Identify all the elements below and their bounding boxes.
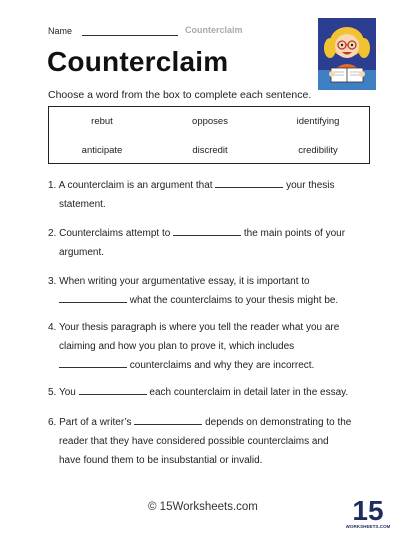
cartoon-girl-reading-illustration xyxy=(318,18,376,90)
word-bank-item: opposes xyxy=(192,116,228,127)
question-text: reader that they have considered possible counterclaims and xyxy=(59,436,329,447)
question-text: Your thesis paragraph is where you tell the reader what you are xyxy=(58,322,340,333)
word-box xyxy=(48,106,370,164)
answer-blank[interactable] xyxy=(134,414,202,425)
question-text: When writing your argumentative essay, it is important to xyxy=(59,276,310,287)
question-number: 4. xyxy=(48,322,57,333)
question-text: counterclaims and why they are incorrect. xyxy=(129,360,315,371)
logo-number: 15 xyxy=(352,495,384,526)
question-text: Part of a writer’s xyxy=(59,417,132,428)
question-text: depends on demonstrating to the xyxy=(205,417,352,428)
question-text: statement. xyxy=(59,199,106,210)
question-text: the main points of your xyxy=(243,228,346,239)
word-bank-item: anticipate xyxy=(81,145,123,156)
logo-text: WORKSHEETS.COM xyxy=(346,524,390,529)
footer-credit: © 15Worksheets.com xyxy=(148,501,258,513)
question-6 xyxy=(48,413,378,470)
answer-blank[interactable] xyxy=(215,177,283,188)
question-number: 1. xyxy=(48,180,57,191)
answer-blank[interactable] xyxy=(79,384,147,395)
question-text: You xyxy=(58,387,76,398)
word-bank-item: rebut xyxy=(91,116,113,127)
word-bank-item: identifying xyxy=(296,116,340,127)
question-number: 3. xyxy=(48,276,57,287)
question-1 xyxy=(48,176,378,214)
question-number: 6. xyxy=(48,417,57,428)
question-text: what the counterclaims to your thesis might be. xyxy=(129,295,339,306)
page-title: Counterclaim xyxy=(47,46,229,77)
answer-blank[interactable] xyxy=(59,357,127,368)
question-text: A counterclaim is an argument that xyxy=(58,180,213,191)
question-number: 2. xyxy=(48,228,57,239)
question-text: each counterclaim in detail later in the essay. xyxy=(149,387,349,398)
question-text: your thesis xyxy=(286,180,335,191)
question-3 xyxy=(48,272,378,310)
question-text: Counterclaims attempt to xyxy=(59,228,171,239)
question-4 xyxy=(48,318,378,375)
topic-label: Counterclaim xyxy=(185,25,243,35)
word-bank-item: credibility xyxy=(298,145,338,156)
answer-blank[interactable] xyxy=(59,292,127,303)
question-text: argument. xyxy=(59,247,105,258)
15worksheets-logo xyxy=(346,494,390,530)
question-number: 5. xyxy=(48,387,57,398)
question-text: claiming and how you plan to prove it, which includes xyxy=(59,341,295,352)
instructions-text: Choose a word from the box to complete each sentence. xyxy=(48,89,312,101)
question-text: have found them to be insubstantial or invalid. xyxy=(59,455,263,466)
question-5 xyxy=(48,383,378,402)
name-label: Name xyxy=(48,26,73,36)
word-bank-item: discredit xyxy=(192,145,228,156)
question-2 xyxy=(48,224,378,262)
name-line xyxy=(82,35,178,36)
answer-blank[interactable] xyxy=(173,225,241,236)
